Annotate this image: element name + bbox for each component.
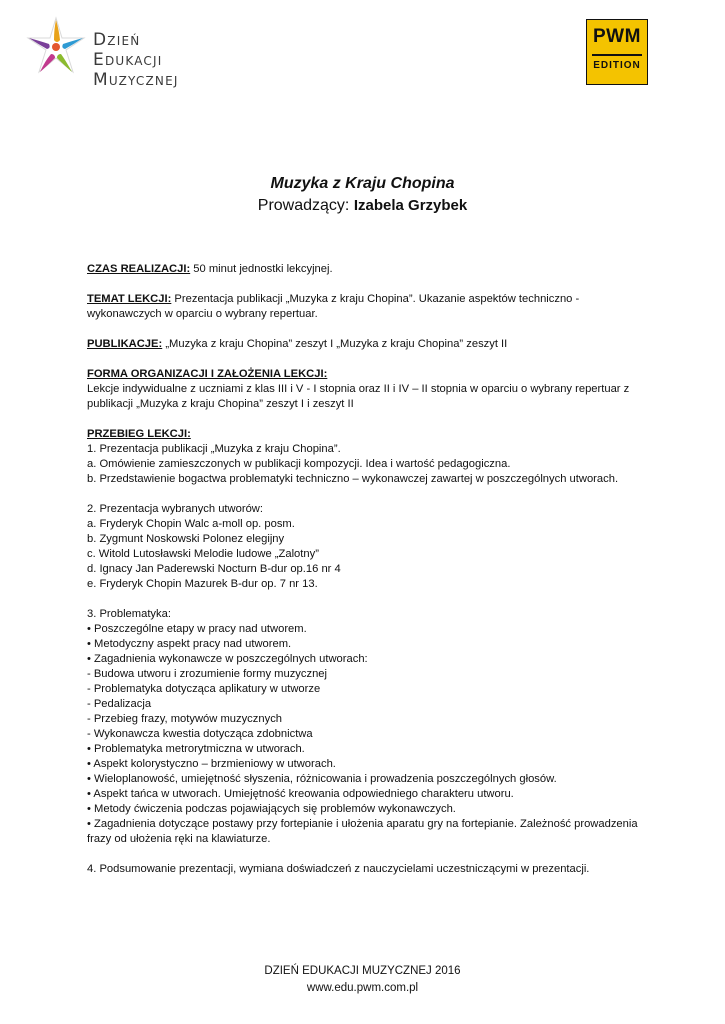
list-item: a. Omówienie zamieszczonych w publikacji kompozycji. Idea i wartość pedagogiczna. xyxy=(87,458,511,470)
list-item: c. Witold Lutosławski Melodie ludowe „Zalotny” xyxy=(87,548,319,560)
section-temat-text: Prezentacja publikacji „Muzyka z kraju Chopina”. Ukazanie aspektów techniczno - wykonawczych w oparciu o wybrany repertuar. xyxy=(87,293,580,320)
list-item: 2. Prezentacja wybranych utworów: xyxy=(87,503,263,515)
list-item: b. Przedstawienie bogactwa problematyki techniczno – wykonawczej zawartej w poszczególnych utworach. xyxy=(87,473,619,485)
footer-event: DZIEŃ EDUKACJI MUZYCZNEJ 2016 xyxy=(264,965,461,977)
list-item: • Aspekt kolorystyczno – brzmieniowy w utworach. xyxy=(87,758,336,770)
list-item: e. Fryderyk Chopin Mazurek B-dur op. 7 nr 13. xyxy=(87,578,318,590)
list-item: • Problematyka metrorytmiczna w utworach. xyxy=(87,743,305,755)
section-temat-label: TEMAT LEKCJI: xyxy=(87,293,172,305)
list-item: - Wykonawcza kwestia dotycząca zdobnictwa xyxy=(87,728,313,740)
list-item: • Wieloplanowość, umiejętność słyszenia, różnicowania i prowadzenia poszczególnych głosów. xyxy=(87,773,557,785)
section-czas xyxy=(87,262,647,277)
list-item: • Metodyczny aspekt pracy nad utworem. xyxy=(87,638,292,650)
list-item: • Metody ćwiczenia podczas pojawiających się problemów wykonawczych. xyxy=(87,803,456,815)
presenter-line xyxy=(0,197,725,215)
section-forma-label: FORMA ORGANIZACJI I ZAŁOŻENIA LEKCJI: xyxy=(87,368,328,380)
pwm-edition-logo xyxy=(586,19,648,85)
page-footer xyxy=(0,963,725,997)
pwm-logo-divider xyxy=(592,54,642,56)
list-item: - Przebieg frazy, motywów muzycznych xyxy=(87,713,283,725)
logo-line-3: Muzycznej xyxy=(93,70,179,90)
section-publikacje-label: PUBLIKACJE: xyxy=(87,338,163,350)
section-publikacje xyxy=(87,337,647,352)
section-czas-label: CZAS REALIZACJI: xyxy=(87,263,191,275)
section-forma-text: Lekcje indywidualne z uczniami z klas III i V - I stopnia oraz II i IV – II stopnia w oparciu o wybrany repertuar z publikacji „Muzyka z kraju Chopina” zeszyt I i zeszyt II xyxy=(87,383,630,410)
pwm-logo-bottom: EDITION xyxy=(593,60,641,71)
list-item: • Aspekt tańca w utworach. Umiejętność kreowania odpowiedniego charakteru utworu. xyxy=(87,788,514,800)
list-item: • Zagadnienia wykonawcze w poszczególnych utworach: xyxy=(87,653,368,665)
pwm-logo-top: PWM xyxy=(593,26,641,47)
list-item: d. Ignacy Jan Paderewski Nocturn B-dur op.16 nr 4 xyxy=(87,563,341,575)
presenter-label: Prowadzący: xyxy=(257,197,350,214)
list-item: b. Zygmunt Noskowski Polonez elegijny xyxy=(87,533,285,545)
list-item: a. Fryderyk Chopin Walc a-moll op. posm. xyxy=(87,518,295,530)
section-publikacje-text: „Muzyka z kraju Chopina” zeszyt I „Muzyka z kraju Chopina” zeszyt II xyxy=(162,338,508,350)
lesson-content xyxy=(87,262,647,877)
list-item: 1. Prezentacja publikacji „Muzyka z kraju Chopina”. xyxy=(87,443,341,455)
footer-url[interactable]: www.edu.pwm.com.pl xyxy=(306,982,419,994)
page-title: Muzyka z Kraju Chopina xyxy=(270,175,455,192)
section-temat xyxy=(87,292,647,322)
list-item: - Budowa utworu i zrozumienie formy muzycznej xyxy=(87,668,327,680)
logo-line-2: Edukacji xyxy=(93,50,163,70)
section-czas-text: 50 minut jednostki lekcyjnej. xyxy=(190,263,333,275)
dzien-edukacji-muzycznej-logo xyxy=(26,14,196,90)
logo-line-1: Dzień xyxy=(93,30,141,50)
list-item: 4. Podsumowanie prezentacji, wymiana doświadczeń z nauczycielami uczestniczącymi w prezentacji. xyxy=(87,863,590,875)
star-figure-icon xyxy=(26,14,88,78)
section-przebieg-label: PRZEBIEG LEKCJI: xyxy=(87,428,191,440)
list-item: 3. Problematyka: xyxy=(87,608,171,620)
presenter-name: Izabela Grzybek xyxy=(353,197,468,214)
list-item: - Pedalizacja xyxy=(87,698,152,710)
list-item: - Problematyka dotycząca aplikatury w utworze xyxy=(87,683,321,695)
list-item: • Poszczególne etapy w pracy nad utworem. xyxy=(87,623,307,635)
list-item: • Zagadnienia dotyczące postawy przy fortepianie i ułożenia aparatu gry na fortepianie. Zależność prowadzenia frazy od ułożenia ręki na klawiaturze. xyxy=(87,818,638,845)
